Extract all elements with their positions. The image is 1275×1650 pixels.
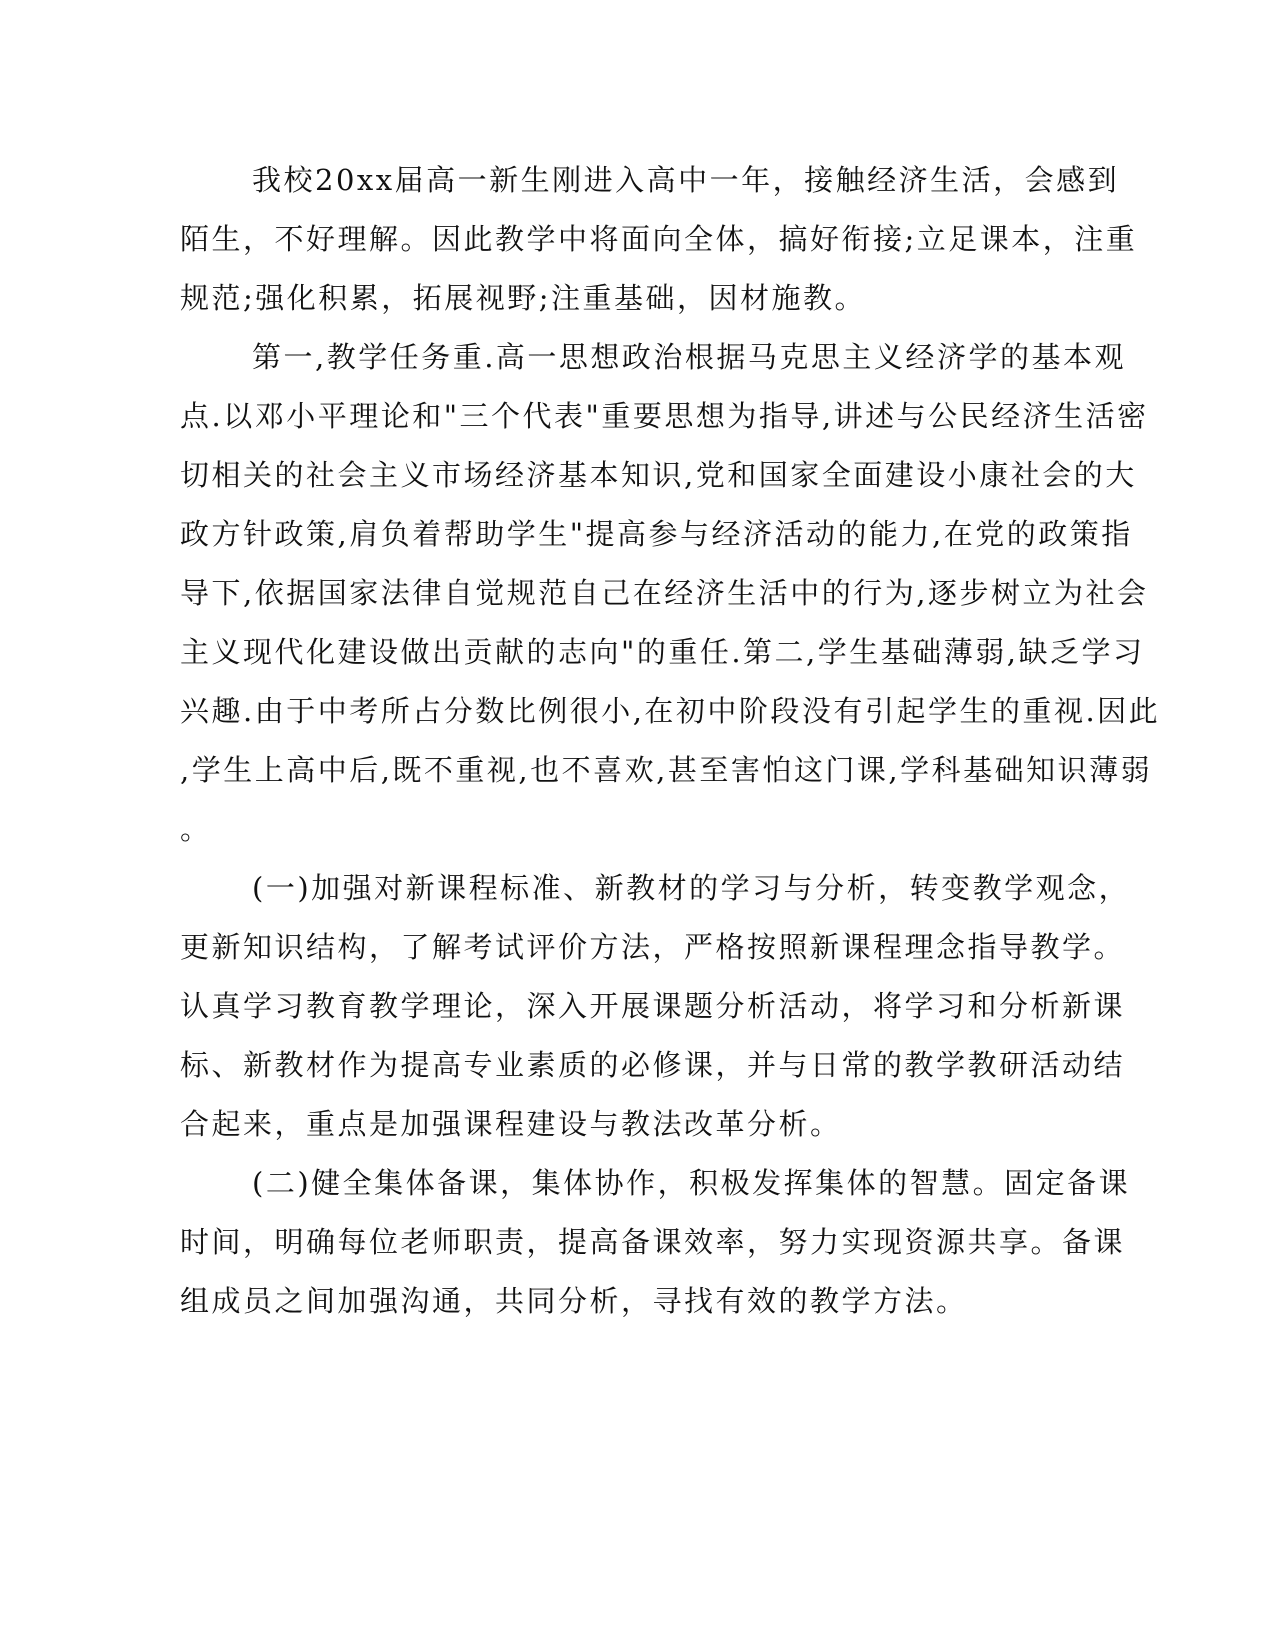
text-line: 政方针政策,肩负着帮助学生"提高参与经济活动的能力,在党的政策指	[180, 517, 1133, 551]
text-line: 切相关的社会主义市场经济基本知识,党和国家全面建设小康社会的大	[180, 458, 1137, 492]
text-line: ,学生上高中后,既不重视,也不喜欢,甚至害怕这门课,学科基础知识薄弱	[180, 753, 1153, 787]
text-line: 第一,教学任务重.高一思想政治根据马克思主义经济学的基本观	[252, 340, 1126, 374]
paragraph-section-one	[180, 859, 1131, 1154]
document-body	[180, 151, 1161, 1331]
text-line: 点.以邓小平理论和"三个代表"重要思想为指导,讲述与公民经济生活密	[180, 399, 1149, 433]
text-line: 合起来，重点是加强课程建设与教法改革分析。	[180, 1107, 842, 1141]
text-line: 陌生，不好理解。因此教学中将面向全体，搞好衔接;立足课本，注重	[180, 222, 1138, 256]
paragraph-section-two	[180, 1154, 1131, 1331]
text-line: 主义现代化建设做出贡献的志向"的重任.第二,学生基础薄弱,缺乏学习	[180, 635, 1145, 669]
text-line: (二)健全集体备课，集体协作，积极发挥集体的智慧。固定备课	[252, 1166, 1131, 1200]
text-line: 组成员之间加强沟通，共同分析，寻找有效的教学方法。	[180, 1284, 968, 1318]
text-line: 我校20xx届高一新生刚进入高中一年，接触经济生活，会感到	[252, 163, 1120, 197]
text-line: 时间，明确每位老师职责，提高备课效率，努力实现资源共享。备课	[180, 1225, 1126, 1259]
paragraph-intro	[180, 151, 1138, 328]
text-line: 更新知识结构，了解考试评价方法，严格按照新课程理念指导教学。	[180, 930, 1126, 964]
text-line: 兴趣.由于中考所占分数比例很小,在初中阶段没有引起学生的重视.因此	[180, 694, 1161, 728]
paragraph-tasks	[180, 328, 1161, 859]
text-line: 标、新教材作为提高专业素质的必修课，并与日常的教学教研活动结	[180, 1048, 1126, 1082]
text-line: 规范;强化积累，拓展视野;注重基础，因材施教。	[180, 281, 867, 315]
text-line: (一)加强对新课程标准、新教材的学习与分析，转变教学观念，	[252, 871, 1131, 905]
text-line: 导下,依据国家法律自觉规范自己在经济生活中的行为,逐步树立为社会	[180, 576, 1149, 610]
text-line: 。	[180, 812, 212, 846]
text-line: 认真学习教育教学理论，深入开展课题分析活动，将学习和分析新课	[180, 989, 1126, 1023]
